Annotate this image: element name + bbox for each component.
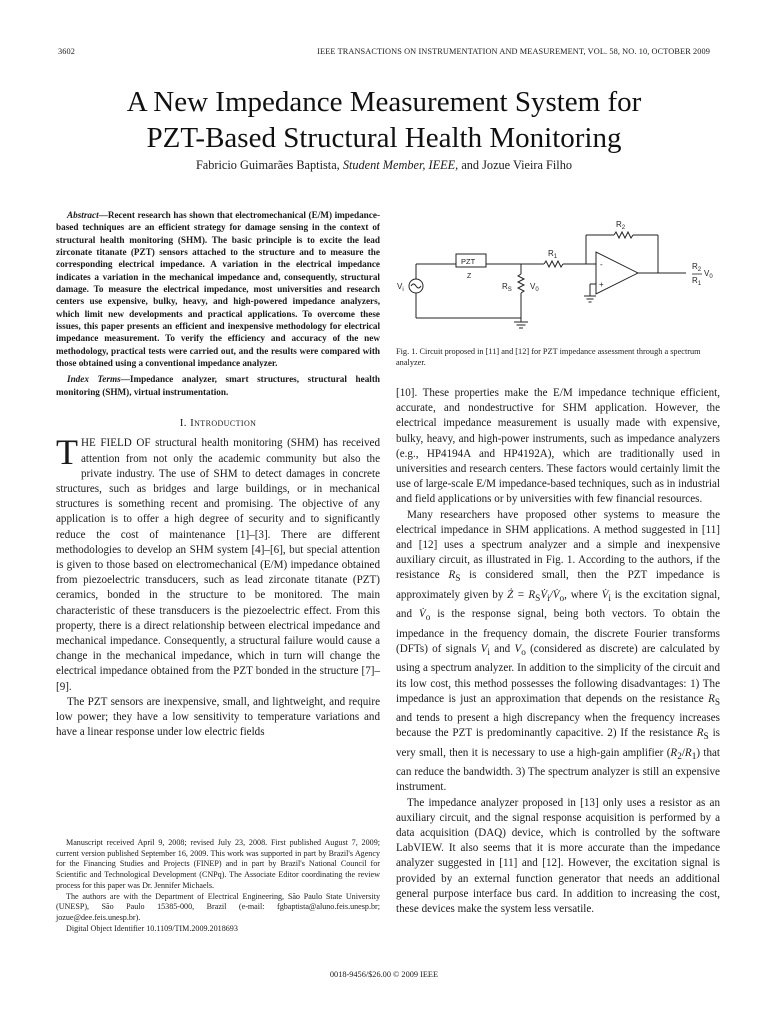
- index-terms: [56, 373, 380, 398]
- author-1: Fabricio Guimarães Baptista,: [195, 158, 340, 172]
- copyright-footer: 0018-9456/$26.00 © 2009 IEEE: [329, 970, 439, 979]
- index-terms-text: —Impedance analyzer, smart structures, structural health monitoring (SHM), virtual instrumentation.: [56, 374, 381, 397]
- section-heading-introduction: [56, 416, 380, 431]
- right-paragraph-3: The impedance analyzer proposed in [13] only uses a resistor as an auxiliary circuit, and the signal response acquisition is performed by a data acquisition (DAQ) device, which is controlled by the software LabVIEW. It also seems that it is more accurate than the impedance analyzer suggested in [11] and [12]. However, the excitation signal is provided by an external function generator that needs an additional general purpose interface bus card. In addition to increasing the cost, these devices make the system less versatile.: [396, 796, 720, 916]
- r2-resistor: [614, 232, 633, 238]
- intro-paragraph-2: The PZT sensors are inexpensive, small, and lightweight, and require low power; they have a low sensitivity to temperature variations and have a linear response under low electric fields: [56, 695, 380, 739]
- label-gain-denominator: $R_1$: [692, 276, 702, 287]
- author-1-role: Student Member, IEEE,: [342, 158, 459, 172]
- right-paragraph-1: [10]. These properties make the E/M impedance technique efficient, accurate, and nondestructive for SHM application. However, the electrical impedance measurement is usually made with expensive, bulky, heavy, and high-power instruments, such as impedance analyzers (e.g., HP4194A and HP4192A), which are traditionally used in universities and research centers. These factors would certainly limit the use of large-scale E/M impedance-based techniques, such as in industrial and field applications or by universities with few financial resources.: [396, 387, 720, 506]
- intro-paragraph-1: [56, 432, 380, 694]
- footnote: [56, 838, 380, 934]
- author-2: and Jozue Vieira Filho: [461, 158, 573, 172]
- label-pzt: PZT: [461, 257, 476, 266]
- sine-wave-symbol: [411, 284, 421, 288]
- label-vi: $V_i$: [397, 282, 404, 293]
- label-plus: +: [599, 280, 604, 289]
- abstract-text: —Recent research has shown that electromechanical (E/M) impedance-based techniques are an efficient strategy for damage sensing in the context of structural health monitoring (SHM). The basic principle is to excite the lead zirconate titanate (PZT) sensors attached to the structure and to measure the corresponding electrical impedance. A variation in the electrical impedance indicates a variation in the mechanical impedance and, consequently, structural damage. To measure the electrical impedance, most universities and research centers use expensive, bulky, heavy, and high-powered impedance analyzers, which limit new developments and practical applications. To overcome these issues, this paper presents an efficient and inexpensive methodology for electrical impedance measurement. To verify the efficiency and accuracy of the new methodology, practical tests were carried out, and the results were compared with those obtained using a conventional impedance analyzer.: [56, 210, 380, 369]
- label-rs: $R_S$: [502, 282, 512, 293]
- label-r1: $R_1$: [548, 249, 558, 260]
- label-minus: -: [600, 260, 603, 269]
- section-title: Introduction: [190, 417, 257, 430]
- paper-title: [40, 84, 728, 156]
- right-column: [396, 386, 720, 917]
- right-paragraph-2: Many researchers have proposed other systems to measure the electrical impedance in SHM applications. A method suggested in [11] and [12] uses a spectrum analyzer and a simple and inexpensive auxiliary circuit, as illustrated in Fig. 1. According to the authors, if the resistance $R_S$ is considered small, then the PZT impedance is approximately given by Ż = $R_SV̇_i/V̇_o$, where $V̇_i$ is the excitation signal, and $V̇_o$ is the response signal, being both vectors. To obtain the impedance in the frequency domain, the discrete Fourier transforms (DFTs) of signals $V_i$ and $V_o$ (considered as discrete) are calculated by using a spectrum analyzer. In addition to the simplicity of the circuit and its low cost, this method possesses the following disadvantages: 1) The impedance is just an approximation that depends on the resistance $R_S$ and tends to present a high discrepancy when the frequency increases because the PZT is predominantly capacitive. 2) If the resistance $R_S$ is very small, then it is necessary to use a high-gain amplifier $(R_2/R_1)$ that can reduce the bandwidth. 3) The spectrum analyzer is still an expensive instrument.: [396, 508, 721, 794]
- abstract-label: Abstract: [67, 210, 99, 220]
- label-vo: $V_0$: [530, 282, 539, 293]
- r1-resistor: [544, 261, 563, 267]
- left-column: [56, 209, 380, 740]
- abstract: [56, 209, 380, 369]
- footnote-affiliation: The authors are with the Department of Electrical Engineering, São Paulo State University (UNESP), São Paulo 15385-000, Brazil (e-mail: fgbaptista@aluno.feis.unesp.br; jozue@dee.feis.unesp.br).: [56, 891, 380, 922]
- figure-caption: Fig. 1. Circuit proposed in [11] and [12] for PZT impedance assessment through a spectrum analyzer.: [396, 347, 701, 367]
- label-r2: $R_2$: [616, 220, 626, 231]
- footnote-manuscript: Manuscript received April 9, 2008; revised July 23, 2008. First published August 7, 2009; current version published September 16, 2009. This work was supported in part by Brazil's Agency for the Financing Studies and Projects (FINEP) and in part by Brazil's National Council for Scientific and Technological Development (CNPq). The Associate Editor coordinating the review process for this paper was Dr. Jennifer Michaels.: [56, 838, 380, 890]
- label-gain-numerator: $R_2$: [692, 262, 702, 273]
- author-line: [40, 158, 728, 173]
- circuit-diagram: [396, 214, 720, 344]
- intro-text-1: HE FIELD OF structural health monitoring (SHM) has received attention from not only the academic community but also the private industry. The use of SHM to detect damages in concrete structures, such as bridges and large buildings, or in mechanical structures is something recent and promising. The objective of any application is to offer a high degree of security and to significantly reduce the cost of maintenance [1]–[3]. There are different methodologies to develop an SHM system [4]–[6], but special attention is given to those based on electromechanical (E/M) impedance obtained from piezoelectric transducers, such as lead zirconate titanate (PZT) ceramics, bonded in the structure to be monitored. The main characteristic of these transducers is the piezoelectric effect. From this property, there is a direct relationship between electrical impedance and mechanical impedance. Consequently, a structural failure would cause a change in the mechanical impedance, which in turn will change the electrical impedance obtained from the PZT bonded in the structure [7]–[9].: [56, 437, 380, 693]
- page-number: 3602: [58, 47, 75, 56]
- title-line-2: PZT-Based Structural Health Monitoring: [146, 122, 622, 154]
- journal-info: IEEE TRANSACTIONS ON INSTRUMENTATION AND MEASUREMENT, VOL. 58, NO. 10, OCTOBER 2009: [317, 47, 710, 56]
- footnote-doi: Digital Object Identifier 10.1109/TIM.2009.2018693: [66, 923, 238, 933]
- label-z: Z: [467, 273, 472, 280]
- drop-cap: T: [56, 432, 78, 473]
- index-terms-label: Index Terms: [67, 374, 121, 385]
- title-line-1: A New Impedance Measurement System for: [126, 86, 642, 118]
- rs-resistor: [518, 274, 524, 293]
- label-gain-vo: $V_0$: [704, 269, 713, 280]
- section-numeral: I.: [179, 417, 191, 430]
